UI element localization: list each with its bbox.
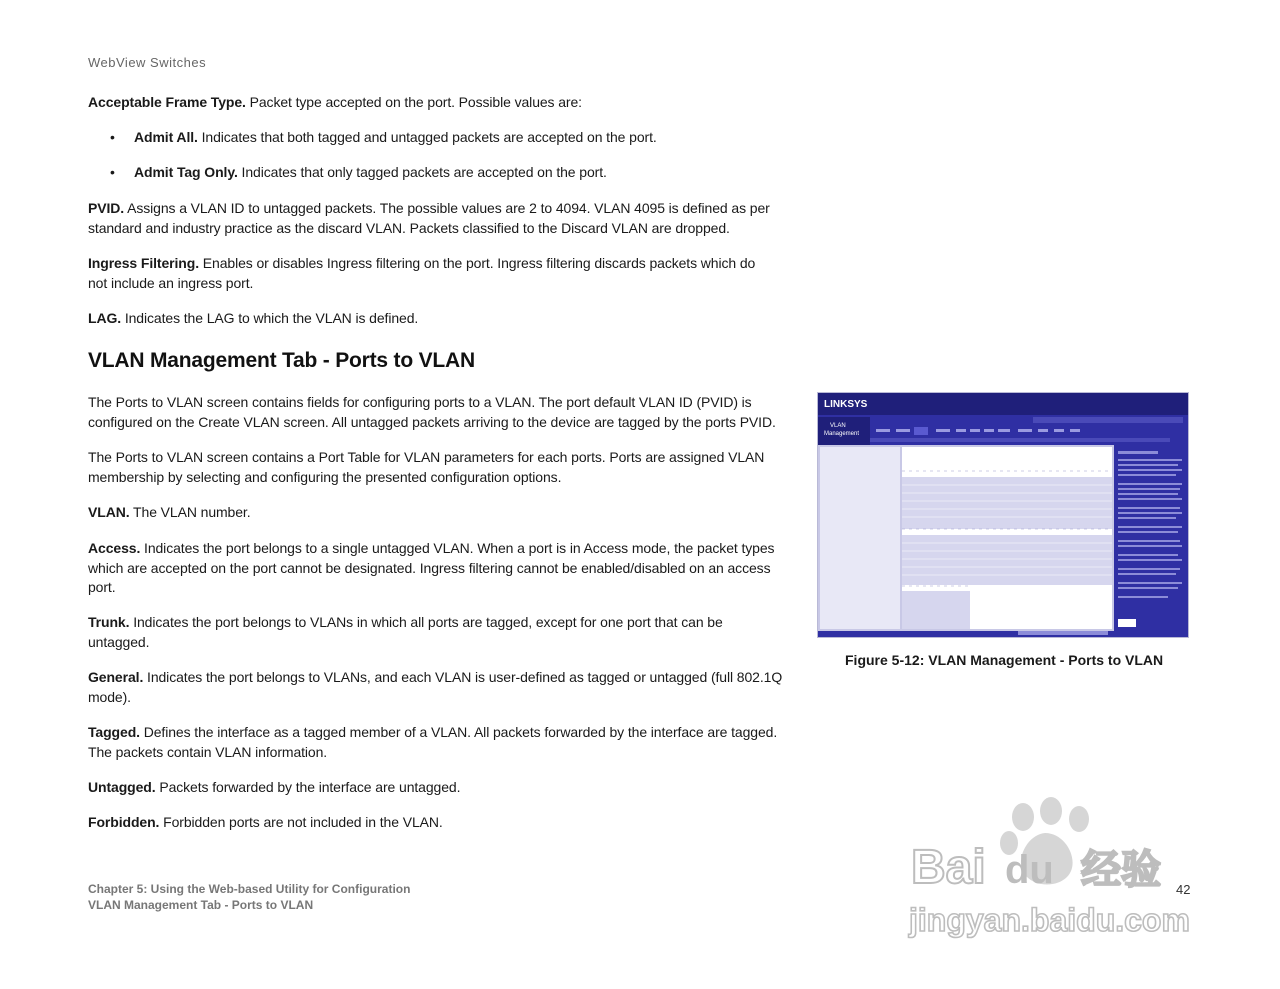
footer-section: VLAN Management Tab - Ports to VLAN bbox=[88, 898, 314, 912]
term: VLAN. bbox=[88, 504, 130, 520]
brand-logo: LINKSYS bbox=[824, 399, 868, 410]
definition: Indicates the port belongs to VLANs in which all ports are tagged, except for one port that can be untagged. bbox=[88, 614, 723, 650]
term: Admit All. bbox=[134, 129, 198, 145]
definition: Indicates the LAG to which the VLAN is defined. bbox=[121, 310, 419, 326]
term: General. bbox=[88, 669, 144, 685]
admit-tag-only-item bbox=[134, 163, 784, 183]
term: PVID. bbox=[88, 200, 125, 216]
term: LAG. bbox=[88, 310, 122, 326]
footer-chapter: Chapter 5: Using the Web-based Utility for Configuration bbox=[88, 882, 411, 896]
screenshot-illustration bbox=[818, 393, 1188, 637]
term: Tagged. bbox=[88, 724, 140, 740]
watermark-url: jingyan.baidu.com bbox=[909, 902, 1190, 938]
general-definition bbox=[88, 668, 788, 707]
ingress-filtering-paragraph bbox=[88, 254, 778, 293]
term: Ingress Filtering. bbox=[88, 255, 199, 271]
intro-paragraph-2: The Ports to VLAN screen contains a Port Table for VLAN parameters for each ports. Ports are assigned VLAN membership by selecting and configuring the presented configuration options. bbox=[88, 449, 765, 485]
intro-paragraph-1: The Ports to VLAN screen contains fields for configuring ports to a VLAN. The port default VLAN ID (PVID) is configured on the Create VLAN screen. All untagged packets arriving to the device are tagged by the ports PVID. bbox=[88, 394, 776, 430]
term: Forbidden. bbox=[88, 814, 160, 830]
paw-logo-icon bbox=[905, 795, 1205, 945]
running-header: WebView Switches bbox=[88, 55, 207, 70]
tagged-definition bbox=[88, 723, 788, 762]
section-heading: VLAN Management Tab - Ports to VLAN bbox=[88, 349, 475, 372]
untagged-definition bbox=[88, 778, 788, 798]
definition: Packet type accepted on the port. Possible values are: bbox=[245, 94, 582, 110]
vlan-definition bbox=[88, 503, 788, 523]
definition: Indicates the port belongs to a single untagged VLAN. When a port is in Access mode, the packet types which are accepted on the port cannot be designated. Ingress filtering cannot be enabled/disabled on an access port. bbox=[88, 540, 775, 595]
page-number: 42 bbox=[1176, 882, 1191, 897]
watermark-bai: Bai bbox=[911, 841, 986, 894]
tab-vlan-label: VLAN bbox=[830, 423, 846, 429]
trunk-definition bbox=[88, 613, 748, 652]
watermark-jingyan-cn: 经验 bbox=[1081, 847, 1161, 893]
definition: Indicates that both tagged and untagged packets are accepted on the port. bbox=[197, 129, 657, 145]
tab-management-label: Management bbox=[824, 431, 860, 437]
lag-paragraph bbox=[88, 309, 788, 329]
ports-to-vlan-screenshot bbox=[817, 392, 1189, 638]
access-definition bbox=[88, 539, 788, 598]
baidu-watermark bbox=[905, 795, 1205, 945]
forbidden-definition bbox=[88, 813, 788, 833]
bullet: • bbox=[110, 164, 115, 180]
definition: Indicates that only tagged packets are accepted on the port. bbox=[237, 164, 607, 180]
figure-caption: Figure 5-12: VLAN Management - Ports to VLAN bbox=[845, 652, 1164, 668]
definition: The VLAN number. bbox=[129, 504, 251, 520]
admit-all-item bbox=[134, 128, 784, 148]
definition: Indicates the port belongs to VLANs, and each VLAN is user-defined as tagged or untagged (full 802.1Q mode). bbox=[88, 669, 783, 705]
term: Access. bbox=[88, 540, 141, 556]
definition: Enables or disables Ingress filtering on the port. Ingress filtering discards packets which do not include an ingress port. bbox=[88, 255, 756, 291]
term: Acceptable Frame Type. bbox=[88, 94, 246, 110]
pvid-paragraph bbox=[88, 199, 778, 238]
bullet: • bbox=[110, 129, 115, 145]
term: Admit Tag Only. bbox=[134, 164, 238, 180]
acceptable-frame-type-paragraph bbox=[88, 93, 788, 113]
definition: Forbidden ports are not included in the VLAN. bbox=[159, 814, 443, 830]
term: Trunk. bbox=[88, 614, 130, 630]
watermark-du: du bbox=[1005, 848, 1054, 892]
definition: Defines the interface as a tagged member of a VLAN. All packets forwarded by the interface are tagged. The packets contain VLAN information. bbox=[88, 724, 778, 760]
definition: Packets forwarded by the interface are untagged. bbox=[155, 779, 461, 795]
term: Untagged. bbox=[88, 779, 156, 795]
definition: Assigns a VLAN ID to untagged packets. The possible values are 2 to 4094. VLAN 4095 is defined as per standard and industry practice as the discard VLAN. Packets classified to the Discard VLAN are dropped. bbox=[88, 200, 770, 236]
